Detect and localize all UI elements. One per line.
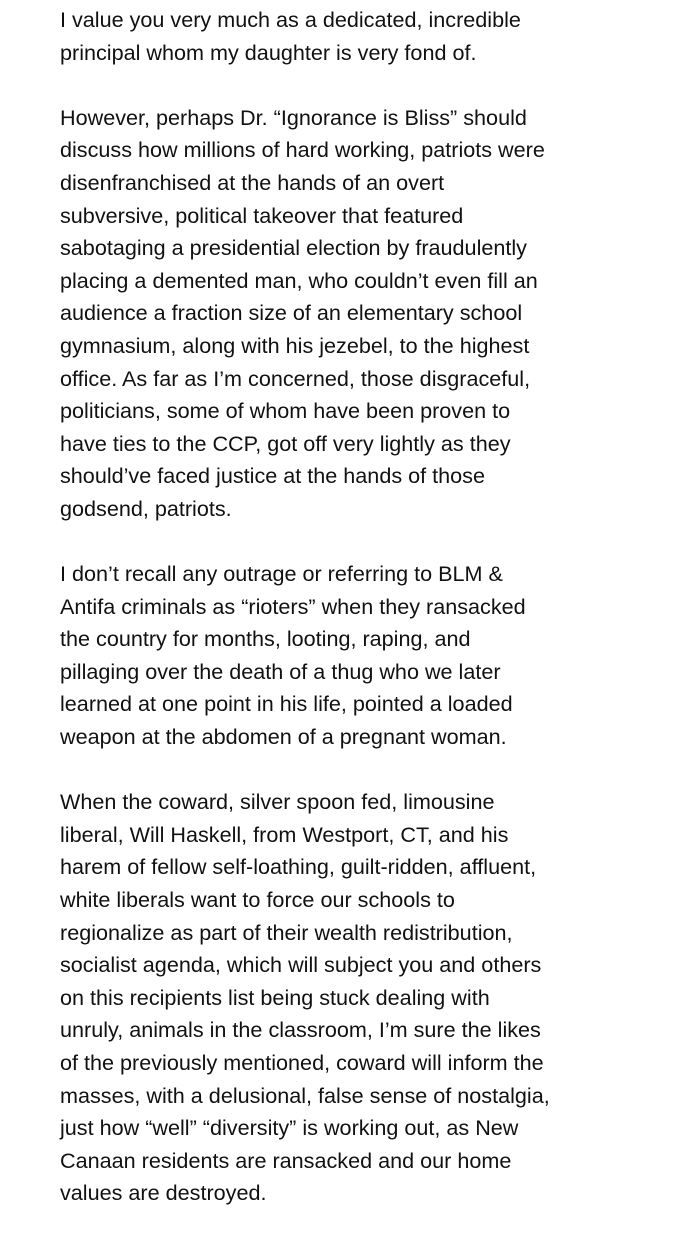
text-line: on this recipients list being stuck dealing with xyxy=(60,984,490,1010)
text-line: weapon at the abdomen of a pregnant woman. xyxy=(60,724,507,750)
text-line: gymnasium, along with his jezebel, to the highest xyxy=(60,332,530,358)
paragraph-3 xyxy=(60,558,675,754)
text-line: masses, with a delusional, false sense of nostalgia, xyxy=(60,1082,550,1108)
paragraph-4 xyxy=(60,786,675,1210)
text-line: godsend, patriots. xyxy=(60,495,232,521)
text-line: just how “well” “diversity” is working out, as New xyxy=(60,1115,519,1141)
text-line: should’ve faced justice at the hands of those xyxy=(60,463,485,489)
text-line: politicians, some of whom have been proven to xyxy=(60,398,511,424)
text-line: placing a demented man, who couldn’t even fill an xyxy=(60,267,538,293)
text-line: regionalize as part of their wealth redistribution, xyxy=(60,919,513,945)
text-line: pillaging over the death of a thug who we later xyxy=(60,658,501,684)
text-line: audience a fraction size of an elementary school xyxy=(60,300,523,326)
text-line: principal whom my daughter is very fond of. xyxy=(60,39,477,65)
text-line: sabotaging a presidential election by fraudulently xyxy=(60,235,527,261)
paragraph-2 xyxy=(60,102,675,526)
text-line: of the previously mentioned, coward will inform the xyxy=(60,1050,544,1075)
text-line: socialist agenda, which will subject you and others xyxy=(60,952,542,978)
text-line: unruly, animals in the classroom, I’m sure the likes xyxy=(60,1017,541,1043)
text-line: learned at one point in his life, pointed a loaded xyxy=(60,691,513,717)
text-line: Antifa criminals as “rioters” when they ransacked xyxy=(60,593,526,619)
text-line: the country for months, looting, raping, and xyxy=(60,626,471,652)
text-line: have ties to the CCP, got off very lightly as they xyxy=(60,430,511,456)
text-line: Canaan residents are ransacked and our home xyxy=(60,1147,512,1173)
text-line: values are destroyed. xyxy=(60,1180,267,1206)
text-line: When the coward, silver spoon fed, limousine xyxy=(60,789,495,815)
text-line: harem of fellow self-loathing, guilt-ridden, affluent, xyxy=(60,854,537,880)
text-line: liberal, Will Haskell, from Westport, CT, and his xyxy=(60,821,509,847)
text-line: I don’t recall any outrage or referring to BLM & xyxy=(60,561,503,587)
letter-body xyxy=(60,4,675,1243)
text-line: discuss how millions of hard working, patriots were xyxy=(60,137,545,163)
text-line: white liberals want to force our schools to xyxy=(60,887,455,913)
text-line: disenfranchised at the hands of an overt xyxy=(60,169,445,195)
text-line: However, perhaps Dr. “Ignorance is Bliss” should xyxy=(60,104,527,130)
text-line: I value you very much as a dedicated, incredible xyxy=(60,7,521,32)
text-line: office. As far as I’m concerned, those disgraceful, xyxy=(60,365,531,391)
paragraph-1 xyxy=(60,4,675,69)
text-line: subversive, political takeover that featured xyxy=(60,202,464,228)
